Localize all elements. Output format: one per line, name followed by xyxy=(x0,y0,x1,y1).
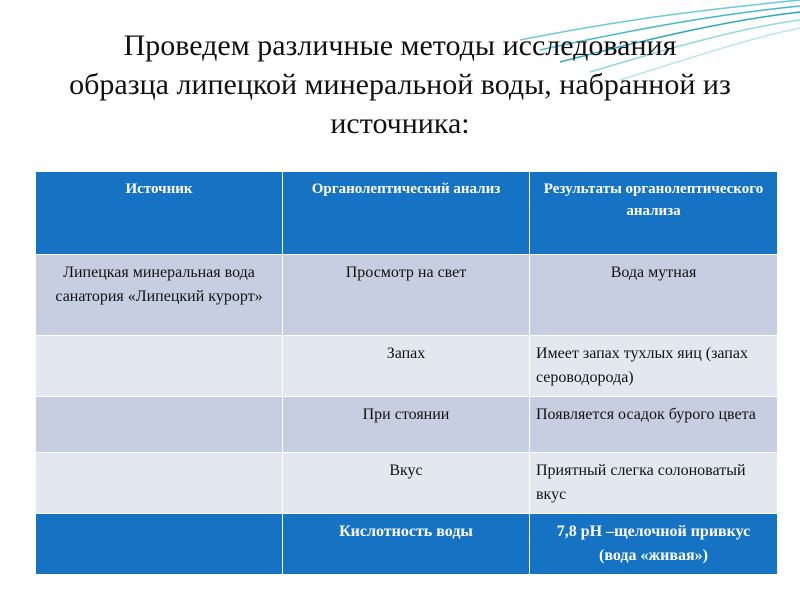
header-source: Источник xyxy=(36,172,283,255)
cell-source xyxy=(36,336,283,397)
table-row xyxy=(36,397,778,453)
cell-result: Приятный слегка солоноватый вкус xyxy=(530,453,778,514)
cell-method: Вкус xyxy=(283,453,530,514)
table-row xyxy=(36,336,778,397)
cell-method: При стоянии xyxy=(283,397,530,453)
cell-source xyxy=(36,397,283,453)
table-row xyxy=(36,255,778,336)
cell-acidity-value: 7,8 pH –щелочной привкус (вода «живая») xyxy=(530,514,778,575)
cell-source xyxy=(36,514,283,575)
cell-source: Липецкая минеральная вода санатория «Липецкий курорт» xyxy=(36,255,283,336)
table-header-row xyxy=(36,172,778,255)
title-line: источника: xyxy=(330,107,470,140)
cell-source xyxy=(36,453,283,514)
cell-acidity-label: Кислотность воды xyxy=(283,514,530,575)
title-line: Проведем различные методы исследования xyxy=(123,29,677,62)
cell-method: Просмотр на свет xyxy=(283,255,530,336)
analysis-table xyxy=(35,171,778,575)
cell-result: Появляется осадок бурого цвета xyxy=(530,397,778,453)
cell-result: Имеет запах тухлых яиц (запах сероводорода) xyxy=(530,336,778,397)
title-line: образца липецкой минеральной воды, набранной из xyxy=(69,68,731,101)
cell-result: Вода мутная xyxy=(530,255,778,336)
table-footer-row xyxy=(36,514,778,575)
table-row xyxy=(36,453,778,514)
cell-method: Запах xyxy=(283,336,530,397)
header-organoleptic: Органолептический анализ xyxy=(283,172,530,255)
header-results: Результаты органолептического анализа xyxy=(530,172,778,255)
slide-title xyxy=(0,26,800,143)
